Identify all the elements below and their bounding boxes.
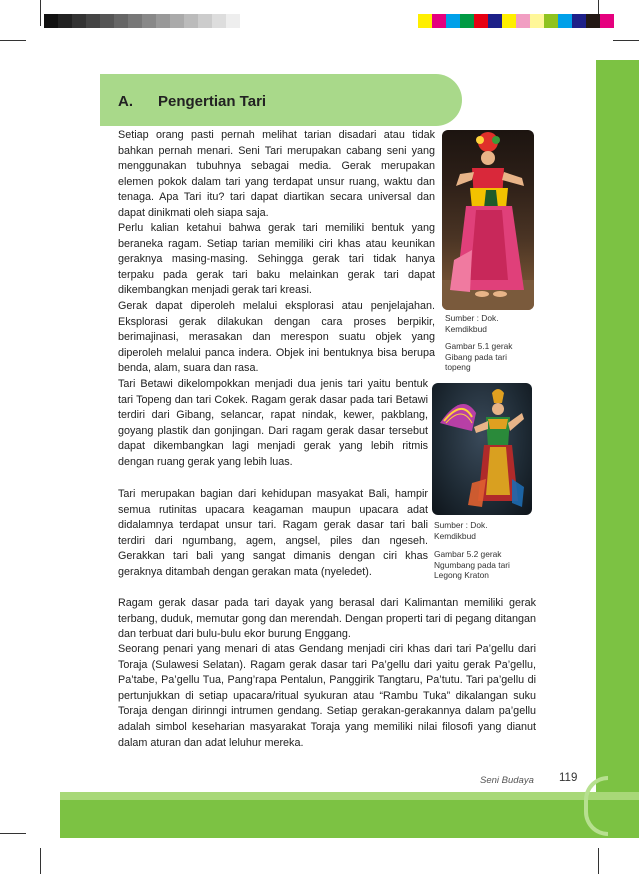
paragraph-7: Seorang penari yang menari di atas Gendang menjadi ciri khas dari tari Pa’gellu dari Toraja (Sulawesi Selatan). Ragam gerak dasar tari Pa’gellu dari yaitu gerak Pa’gellu, Pa’tabe, Pa’gellu Tua, Pang’rapa Pentalun, Panggirik Tangtaru, Pa’tutu. Tari pa’gellu di pertunjukkan di setiap upacara/ritual syukuran atau “Rambu Tuka” dikalangan suku Toraja dengan dirinngi intrumen gendang. Setiap gerakan-gerakannya dalam pa’gellu adalah simbol keseharian masyarakat Toraja yang memiliki nilai filosofi yang dianut dalam aturan dan adat leluhur mereka. [118, 643, 536, 749]
color-swatch [572, 14, 586, 28]
section-heading-bar [100, 74, 462, 126]
gray-swatch [72, 14, 86, 28]
figure-1-source: Sumber : Dok. Kemdikbud [445, 313, 499, 334]
process-color-bar [418, 14, 614, 28]
legong-dancer-illustration [432, 383, 532, 515]
gray-swatch [156, 14, 170, 28]
green-bottom-band-highlight [60, 792, 639, 800]
topeng-dancer-illustration [442, 130, 534, 310]
photo-legong-dancer [432, 383, 532, 515]
color-swatch [474, 14, 488, 28]
color-swatch [432, 14, 446, 28]
color-swatch [460, 14, 474, 28]
section-number: A. [118, 93, 133, 110]
gray-swatch [58, 14, 72, 28]
color-swatch [544, 14, 558, 28]
paragraph-4: Tari Betawi dikelompokkan menjadi dua jenis tari yaitu bentuk tari Topeng dan tari Cokek. Ragam gerak dasar pada tari Betawi terdiri dari Gibang, selancar, rapat nindak, kewer, pakblang, goyang plastik dan gonjingan. Dari ragam gerak dasar tersebut dapat dikembangkan lagi menjadi gerak yang lebih ritmis dengan ruang gerak yang lebih luas. [118, 378, 428, 468]
color-swatch [530, 14, 544, 28]
color-swatch [586, 14, 600, 28]
gray-swatch [100, 14, 114, 28]
gray-swatch [142, 14, 156, 28]
gray-swatch [114, 14, 128, 28]
gray-swatch [86, 14, 100, 28]
color-swatch [502, 14, 516, 28]
paragraph-5: Tari merupakan bagian dari kehidupan masyakat Bali, hampir semua rutinitas upacara keagaman maupun upacara adat didalamnya terdapat unsur tari. Ragam gerak dasar tari bali terdiri dari ngumbang, agem, angsel, piles dan ngeseh. Gerakkan tari bali yang sangat dimanis dengan ciri khas geraknya ditambah dengan gerakan mata (nyeledet). [118, 488, 428, 578]
gray-swatch [128, 14, 142, 28]
figure-2-caption: Gambar 5.2 gerak Ngumbang pada tari Legong Kraton [434, 549, 510, 581]
footer-page-number: 119 [559, 772, 578, 784]
section-title: Pengertian Tari [158, 93, 267, 110]
figure-2-source: Sumber : Dok. Kemdikbud [434, 520, 488, 541]
gray-swatch [198, 14, 212, 28]
paragraph-1: Setiap orang pasti pernah melihat tarian disadari atau tidak bahkan pernah menari. Seni Tari merupakan cabang seni yang menggunakan tubuhnya sebagai media. Gerak merupakan elemen pokok dalam tari yang terdapat unsur ruang, waktu dan tenaga. Apa Tari itu? tari dapat diartikan secara universal dan dapat dinikmati oleh siapa saja. [118, 129, 435, 219]
color-swatch [558, 14, 572, 28]
color-swatch [600, 14, 614, 28]
gray-swatch [170, 14, 184, 28]
paragraph-3: Gerak dapat diperoleh melalui eksplorasi atau penjelajahan. Eksplorasi gerak dilakukan dengan cara proses berpikir, berimajinasi, merasakan dan merespon suatu objek yang diperoleh melalui panca indera. Objek ini bentuknya bisa berupa benda, alam, suara dan rasa. [118, 300, 435, 375]
color-swatch [516, 14, 530, 28]
gray-swatch [212, 14, 226, 28]
figure-1-caption: Gambar 5.1 gerak Gibang pada tari topeng [445, 341, 513, 373]
color-swatch [446, 14, 460, 28]
paragraph-2: Perlu kalian ketahui bahwa gerak tari memiliki bentuk yang beraneka ragam. Setiap tarian memiliki ciri khas atau keunikan geraknya masing-masing. Sehingga gerak tari tidak hanya terpaku pada gerak tari baku melainkan gerak tari dapat dikembangkan menjadi gerak tari kreasi. [118, 222, 435, 297]
gray-swatch [44, 14, 58, 28]
grayscale-color-bar [44, 14, 240, 28]
color-swatch [418, 14, 432, 28]
color-swatch [488, 14, 502, 28]
footer-book-title: Seni Budaya [480, 775, 534, 786]
gray-swatch [226, 14, 240, 28]
photo-topeng-dancer [442, 130, 534, 310]
paragraph-6: Ragam gerak dasar pada tari dayak yang berasal dari Kalimantan memiliki gerak terbang, duduk, memutar gong dan merendah. Dengan properti tari di pegang ditangan dan terbuat dari bulu-bulu ekor burung Enggang. [118, 597, 536, 641]
gray-swatch [184, 14, 198, 28]
green-side-band [596, 60, 639, 838]
